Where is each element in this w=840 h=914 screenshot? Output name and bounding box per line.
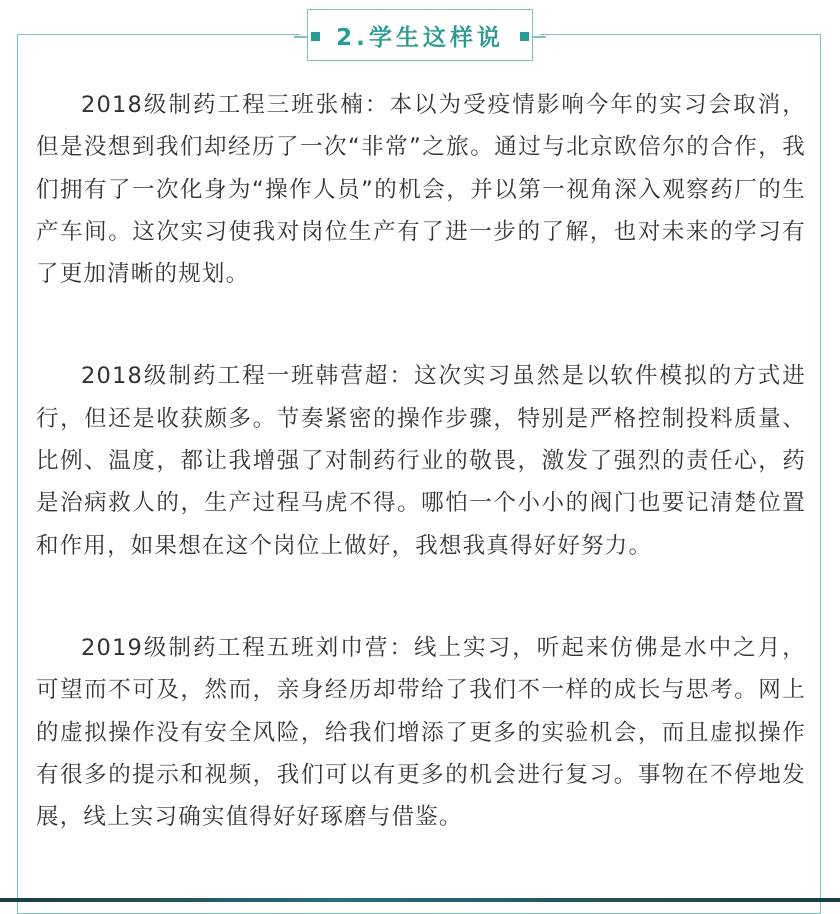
student-quote-paragraph: 2018级制药工程三班张楠：本以为受疫情影响今年的实习会取消，但是没想到我们却经历了一次“非常”之旅。通过与北京欧倍尔的合作，我们拥有了一次化身为“操作人员”的机会，并以第一视角深入观察药厂的生产车间。这次实习使我对岗位生产有了进一步的了解，也对未来的学习有了更加清晰的规划。 bbox=[36, 92, 806, 288]
title-connector-right bbox=[532, 36, 546, 38]
square-bullet-icon bbox=[520, 32, 529, 41]
square-bullet-icon bbox=[311, 32, 320, 41]
section-title-box bbox=[307, 9, 533, 61]
title-connector-left bbox=[294, 36, 308, 38]
bottom-decor-bar bbox=[0, 898, 840, 902]
student-quote-paragraph: 2019级制药工程五班刘巾营：线上实习，听起来仿佛是水中之月，可望而不可及，然而，亲身经历却带给了我们不一样的成长与思考。网上的虚拟操作没有安全风险，给我们增添了更多的实验机会，而且虚拟操作有很多的提示和视频，我们可以有更多的机会进行复习。事物在不停地发展，线上实习确实值得好好琢磨与借鉴。 bbox=[36, 634, 806, 831]
section-header bbox=[300, 8, 540, 62]
student-quote-paragraph: 2018级制药工程一班韩营超：这次实习虽然是以软件模拟的方式进行，但还是收获颇多。节奏紧密的操作步骤，特别是严格控制投料质量、比例、温度，都让我增强了对制药行业的敬畏，激发了强烈的责任心，药是治病救人的，生产过程马虎不得。哪怕一个小小的阀门也要记清楚位置和作用，如果想在这个岗位上做好，我想我真得好好努力。 bbox=[36, 363, 806, 559]
section-title: 2.学生这样说 bbox=[336, 24, 504, 51]
article-body bbox=[36, 84, 806, 898]
